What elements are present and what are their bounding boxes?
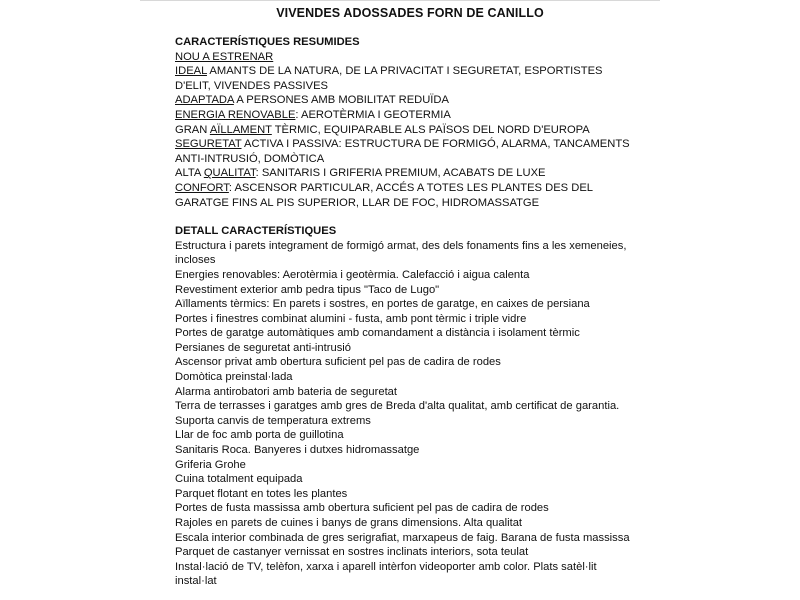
summary-item-ideal [175, 64, 635, 79]
detail-line: Ascensor privat amb obertura suficient pel pas de cadira de rodes [175, 356, 501, 369]
summary-heading: CARACTERÍSTIQUES RESUMIDES [175, 36, 360, 48]
summary-item-seguretat-cont: ANTI-INTRUSIÓ, DOMÒTICA [175, 152, 325, 165]
detail-line: Parquet flotant en totes les plantes [175, 487, 348, 500]
summary-item-text: : AEROTÈRMIA I GEOTERMIA [295, 108, 451, 121]
summary-item-key: CONFORT [175, 181, 229, 194]
summary-item-seguretat [175, 137, 635, 152]
section-gap [175, 210, 635, 224]
summary-item-adaptada [175, 93, 635, 108]
details-heading: DETALL CARACTERÍSTIQUES [175, 225, 337, 238]
detail-line: Portes de fusta massissa amb obertura suficient pel pas de cadira de rodes [175, 502, 549, 515]
detail-line: Energies renovables: Aerotèrmia i geotèrmia. Calefacció i aigua calenta [175, 268, 530, 281]
detail-line: Domòtica preinstal·lada [175, 371, 293, 384]
summary-item-text: AMANTS DE LA NATURA, DE LA PRIVACITAT I SEGURETAT, ESPORTISTES [206, 65, 603, 78]
summary-item-key: ADAPTADA [175, 94, 234, 107]
summary-item-text: A PERSONES AMB MOBILITAT REDUÏDA [233, 94, 449, 107]
document-title: VIVENDES ADOSSADES FORN DE CANILLO [276, 6, 544, 20]
detail-line: Estructura i parets integrament de formigó armat, des dels fonaments fins a les xemeneies, [175, 239, 627, 252]
detail-line: incloses [175, 254, 216, 267]
summary-item-key: SEGURETAT [175, 138, 242, 151]
detail-line: Cuina totalment equipada [175, 473, 303, 486]
detail-line: Revestiment exterior amb pedra tipus "Taco de Lugo" [175, 283, 440, 296]
summary-item-key: ENERGIA RENOVABLE [175, 108, 296, 121]
summary-item-aillament [175, 123, 635, 138]
summary-item-key: IDEAL [175, 65, 207, 78]
summary-item-ideal-cont: D'ELIT, VIVENDES PASSIVES [175, 79, 329, 92]
top-divider [140, 0, 660, 1]
summary-item-prefix: ALTA [175, 167, 204, 180]
detail-line: Alarma antirobatori amb bateria de seguretat [175, 385, 398, 398]
summary-item-prefix: GRAN [175, 123, 210, 136]
detail-line: Escala interior combinada de gres serigrafiat, marxapeus de faig. Barana de fusta massissa [175, 531, 630, 544]
summary-item-key: AÏLLAMENT [209, 123, 272, 136]
detail-line: instal·lat [175, 575, 217, 588]
summary-item-text: : ASCENSOR PARTICULAR, ACCÉS A TOTES LES PLANTES DES DEL [228, 181, 594, 194]
detail-line: Persianes de seguretat anti-intrusió [175, 341, 351, 354]
detail-line: Griferia Grohe [175, 458, 246, 471]
detail-line: Aïllaments tèrmics: En parets i sostres, en portes de garatge, en caixes de persiana [175, 298, 590, 311]
summary-item-key: QUALITAT [203, 167, 256, 180]
summary-item-confort-cont: GARATGE FINS AL PIS SUPERIOR, LLAR DE FOC, HIDROMASSATGE [175, 196, 540, 209]
summary-item-text: : SANITARIS I GRIFERIA PREMIUM, ACABATS DE LUXE [255, 167, 546, 180]
document-body [175, 35, 635, 589]
detail-line: Rajoles en parets de cuines i banys de grans dimensions. Alta qualitat [175, 517, 523, 529]
detail-line: Portes de garatge automàtiques amb comandament a distància i isolament tèrmic [175, 327, 580, 340]
detail-line: Terra de terrasses i garatges amb gres de Breda d'alta qualitat, amb certificat de garantia. [175, 400, 620, 413]
detail-line: Suporta canvis de temperatura extrems [175, 414, 371, 427]
summary-new-label: NOU A ESTRENAR [175, 50, 274, 63]
detail-line: Sanitaris Roca. Banyeres i dutxes hidromassatge [175, 444, 420, 457]
detail-line: Portes i finestres combinat alumini - fusta, amb pont tèrmic i triple vidre [175, 312, 527, 325]
summary-item-energia [175, 108, 635, 123]
summary-item-qualitat [175, 166, 635, 181]
summary-item-text: TÈRMIC, EQUIPARABLE ALS PAÏSOS DEL NORD D'EUROPA [271, 123, 590, 136]
detail-line: Instal·lació de TV, telèfon, xarxa i aparell intèrfon videoporter amb color. Plats satèl·lit [175, 560, 597, 573]
detail-line: Llar de foc amb porta de guillotina [175, 429, 344, 442]
summary-item-confort [175, 181, 635, 196]
detail-line: Parquet de castanyer vernissat en sostres inclinats interiors, sota teulat [175, 546, 529, 559]
details-list [175, 239, 635, 589]
summary-item-text: ACTIVA I PASSIVA: ESTRUCTURA DE FORMIGÓ, ALARMA, TANCAMENTS [241, 138, 630, 151]
